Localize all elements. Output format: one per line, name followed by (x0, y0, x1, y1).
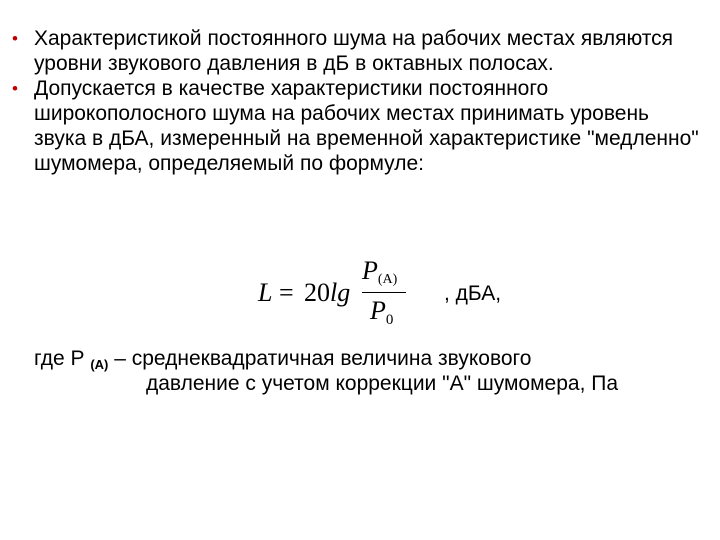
formula-numerator (362, 256, 397, 288)
where-sub: (А) (90, 357, 109, 372)
formula-unit: , дБА, (444, 282, 502, 305)
formula-lhs: L (258, 278, 273, 307)
denominator-var: P (370, 296, 386, 325)
where-prefix: где Р (34, 347, 91, 370)
where-line1: – среднеквадратичная величина звукового (108, 347, 532, 370)
formula-equals: = (279, 278, 294, 307)
formula-function: lg (330, 278, 351, 307)
bullet-list (12, 26, 702, 176)
formula-denominator (370, 296, 393, 329)
bullet-icon: • (12, 79, 18, 98)
bullet-item-1 (12, 26, 702, 76)
bullet-text-1: Характеристикой постоянного шума на рабочих местах являются уровни звукового давления в дБ в октавных полосах. (34, 27, 674, 75)
fraction-line (362, 292, 406, 293)
sound-level-formula (258, 256, 558, 336)
numerator-sub: (A) (377, 272, 398, 287)
formula-coefficient: 20 (304, 278, 330, 307)
bullet-icon: • (12, 29, 18, 48)
numerator-var: P (362, 256, 378, 285)
where-continuation: давление с учетом коррекции "А" шумомера, Па (146, 372, 619, 395)
denominator-sub: 0 (385, 312, 394, 328)
bullet-text-2: Допускается в качестве характеристики постоянного широкополосного шума на рабочих местах принимать уровень звука в дБА, измеренный на временной характеристике "медленно" шумомера, определяемый по формуле: (34, 77, 699, 175)
bullet-item-2 (12, 76, 702, 176)
